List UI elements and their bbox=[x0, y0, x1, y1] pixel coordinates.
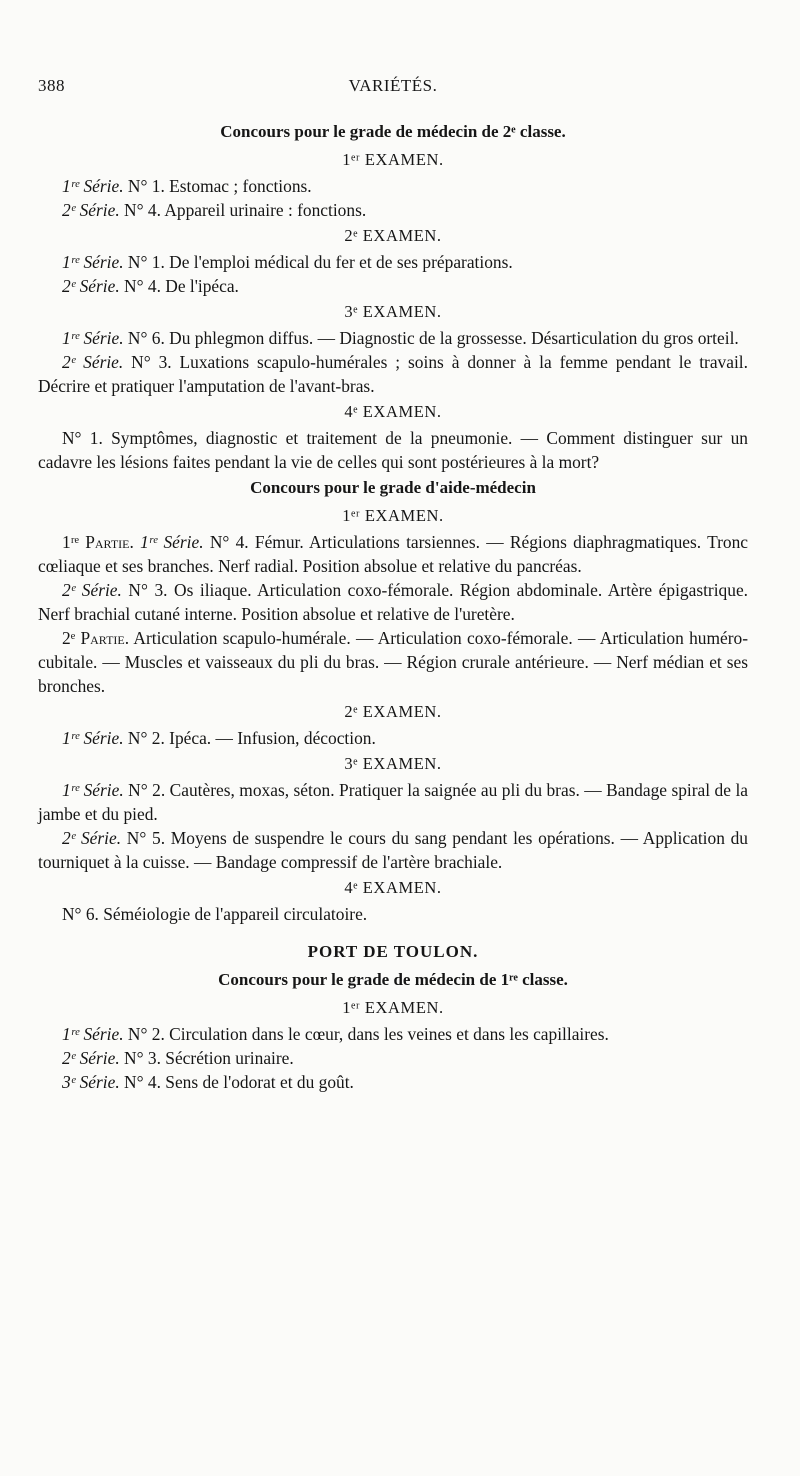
page-body bbox=[38, 118, 748, 1094]
paragraph-text: N° 4. Appareil urinaire : fonctions. bbox=[119, 200, 367, 220]
paragraph-text: N° 4. Sens de l'odorat et du goût. bbox=[119, 1072, 354, 1092]
paragraph bbox=[38, 426, 748, 474]
paragraph-text: N° 1. Estomac ; fonctions. bbox=[123, 176, 312, 196]
exam-heading: 1ᵉʳ EXAMEN. bbox=[342, 506, 444, 525]
serie-label: 3ᵉ Série. bbox=[62, 1072, 120, 1092]
paragraph-text: N° 6. Du phlegmon diffus. — Diagnostic de la grossesse. Désarticulation du gros orteil. bbox=[123, 328, 739, 348]
paragraph-text: N° 3. Sécrétion urinaire. bbox=[119, 1048, 294, 1068]
paragraph-text: N° 2. Cautères, moxas, séton. Pratiquer la saignée au pli du bras. — Bandage spiral de la jambe et du pied. bbox=[38, 780, 748, 824]
page-number: 388 bbox=[38, 76, 65, 95]
serie-label: 2ᵉ Série. bbox=[62, 276, 120, 296]
paragraph bbox=[38, 250, 748, 274]
serie-label: 2ᵉ Série. bbox=[62, 580, 122, 600]
paragraph bbox=[38, 1046, 748, 1070]
serie-label: 1ʳᵉ Série. bbox=[62, 252, 124, 272]
paragraph bbox=[38, 198, 748, 222]
paragraph bbox=[38, 174, 748, 198]
paragraph bbox=[38, 902, 748, 926]
running-title: VARIÉTÉS. bbox=[348, 76, 438, 95]
serie-label: 1ʳᵉ Série. bbox=[62, 1024, 124, 1044]
section-title: Concours pour le grade de médecin de 1ʳᵉ classe. bbox=[218, 970, 568, 989]
exam-heading: 3ᵉ EXAMEN. bbox=[344, 754, 442, 773]
paragraph bbox=[38, 826, 748, 874]
paragraph-text: N° 4. De l'ipéca. bbox=[119, 276, 239, 296]
port-title: PORT DE TOULON. bbox=[307, 942, 479, 961]
paragraph-text: N° 6. Séméiologie de l'appareil circulatoire. bbox=[62, 904, 368, 924]
paragraph bbox=[38, 274, 748, 298]
serie-label: 2ᵉ Série. bbox=[62, 352, 124, 372]
exam-heading: 2ᵉ EXAMEN. bbox=[344, 226, 442, 245]
partie-label: 2ᵉ Partie. bbox=[62, 628, 130, 648]
exam-heading: 2ᵉ EXAMEN. bbox=[344, 702, 442, 721]
paragraph bbox=[38, 1022, 748, 1046]
serie-label: 2ᵉ Série. bbox=[62, 1048, 120, 1068]
paragraph-text: N° 5. Moyens de suspendre le cours du sang pendant les opérations. — Application du tourniquet à la cuisse. — Bandage compressif de l'artère brachiale. bbox=[38, 828, 748, 872]
paragraph bbox=[38, 326, 748, 350]
serie-label: 1ʳᵉ Série. bbox=[62, 176, 124, 196]
paragraph-text: N° 2. Circulation dans le cœur, dans les veines et dans les capillaires. bbox=[123, 1024, 609, 1044]
paragraph-text: N° 3. Luxations scapulo-humérales ; soins à donner à la femme pendant le travail. Décrire et pratiquer l'amputation de l'avant-bras. bbox=[38, 352, 748, 396]
serie-label: 2ᵉ Série. bbox=[62, 200, 120, 220]
paragraph-text: N° 3. Os iliaque. Articulation coxo-fémorale. Région abdominale. Artère épigastrique. Nerf brachial cutané interne. Position absolue et relative de l'uretère. bbox=[38, 580, 749, 624]
paragraph bbox=[38, 1070, 748, 1094]
exam-heading: 4ᵉ EXAMEN. bbox=[344, 878, 442, 897]
exam-heading: 3ᵉ EXAMEN. bbox=[344, 302, 442, 321]
paragraph-text: N° 1. Symptômes, diagnostic et traitement de la pneumonie. — Comment distinguer sur un cadavre les lésions faites pendant la vie de celles qui sont postérieures à la mort? bbox=[38, 428, 748, 472]
paragraph-text: Articulation scapulo-humérale. — Articulation coxo-fémorale. — Articulation huméro-cubitale. — Muscles et vaisseaux du pli du bras. — Région crurale antérieure. — Nerf médian et ses bronches. bbox=[38, 628, 748, 696]
serie-label: 1ʳᵉ Série. bbox=[133, 532, 204, 552]
section-title: Concours pour le grade de médecin de 2ᵉ classe. bbox=[220, 122, 566, 141]
paragraph-text: N° 4. Fémur. Articulations tarsiennes. — Régions diaphragmatiques. Tronc cœliaque et ses branches. Nerf radial. Position absolue et relative du pancréas. bbox=[38, 532, 748, 576]
paragraph bbox=[38, 350, 748, 398]
paragraph bbox=[38, 778, 748, 826]
serie-label: 2ᵉ Série. bbox=[62, 828, 122, 848]
serie-label: 1ʳᵉ Série. bbox=[62, 728, 124, 748]
paragraph bbox=[38, 626, 748, 698]
page-header bbox=[38, 76, 748, 100]
exam-heading: 1ᵉʳ EXAMEN. bbox=[342, 998, 444, 1017]
section-title: Concours pour le grade d'aide-médecin bbox=[250, 478, 536, 497]
paragraph bbox=[38, 726, 748, 750]
paragraph-text: N° 2. Ipéca. — Infusion, décoction. bbox=[123, 728, 376, 748]
paragraph bbox=[38, 530, 748, 578]
partie-label: 1ʳᵉ Partie. bbox=[62, 532, 134, 552]
paragraph-text: N° 1. De l'emploi médical du fer et de ses préparations. bbox=[123, 252, 513, 272]
exam-heading: 4ᵉ EXAMEN. bbox=[344, 402, 442, 421]
serie-label: 1ʳᵉ Série. bbox=[62, 780, 124, 800]
paragraph bbox=[38, 578, 748, 626]
serie-label: 1ʳᵉ Série. bbox=[62, 328, 124, 348]
exam-heading: 1ᵉʳ EXAMEN. bbox=[342, 150, 444, 169]
